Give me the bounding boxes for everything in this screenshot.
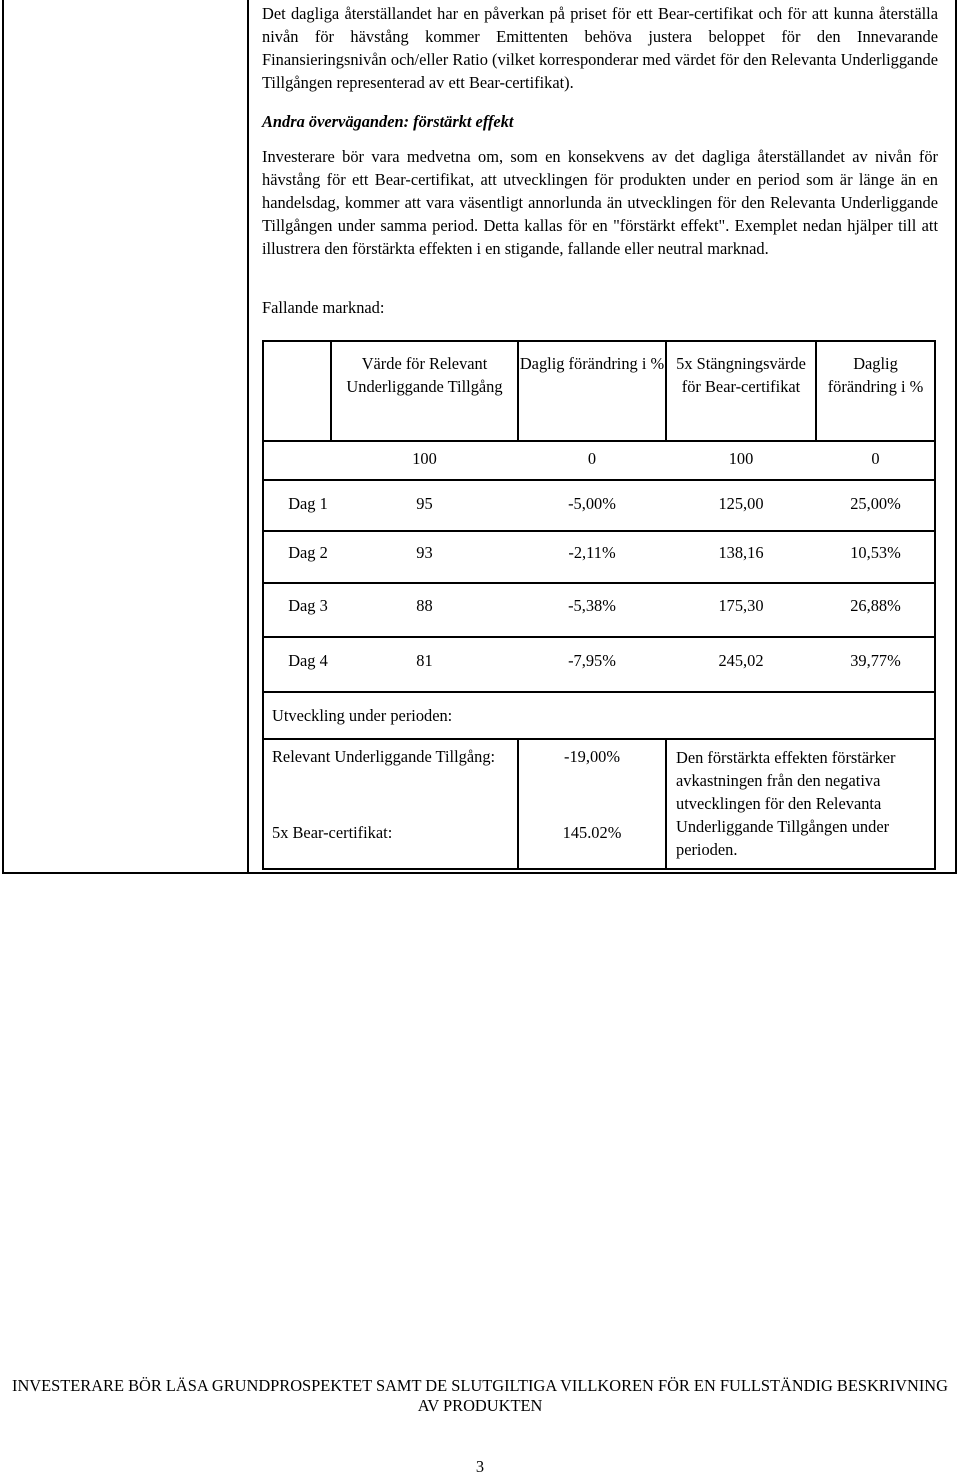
cell-bear-change: 25,00%	[850, 494, 901, 513]
cell-change: -2,11%	[568, 543, 616, 562]
summary-note: Den förstärkta effekten förstärker avkastningen från den negativa utvecklingen för den Relevanta Underliggande Tillgången under perioden.	[676, 748, 896, 859]
cell-closing: 138,16	[718, 543, 764, 562]
intro-paragraph: Det dagliga återställandet har en påverkan på priset för ett Bear-certifikat och för att kunna återställa nivån för hävstång kommer Emittenten behöva justera beloppet för den Innevarande Finansieringsnivån och/eller Ratio (vilket korresponderar med värdet för den Relevanta Underliggande Tillgången representerad av ett Bear-certifikat).	[262, 4, 938, 92]
cell-value: 100	[412, 449, 437, 468]
cell-bear-change: 39,77%	[850, 651, 901, 670]
section-heading: Andra överväganden: förstärkt effekt	[262, 112, 514, 131]
summary-underlying-label: Relevant Underliggande Tillgång:	[272, 747, 496, 766]
column-divider	[247, 0, 249, 874]
footer-disclaimer: INVESTERARE BÖR LÄSA GRUNDPROSPEKTET SAMT DE SLUTGILTIGA VILLKOREN FÖR EN FULLSTÄNDIG BESKRIVNING AV PRODUKTEN	[12, 1376, 948, 1415]
table-rule	[264, 691, 934, 693]
cell-bear-change: 26,88%	[850, 596, 901, 615]
table-rule	[264, 636, 934, 638]
example-table	[262, 340, 936, 870]
header-bear-closing: 5x Stängningsvärde för Bear-certifikat	[676, 354, 806, 396]
cell-day: Dag 2	[288, 543, 328, 562]
cell-change: -7,95%	[568, 651, 616, 670]
table-rule	[264, 738, 934, 740]
cell-value: 88	[416, 596, 433, 615]
cell-value: 81	[416, 651, 433, 670]
cell-bear-change: 0	[871, 449, 880, 468]
cell-day: Dag 3	[288, 596, 328, 615]
header-daily-change: Daglig förändring i %	[519, 354, 665, 373]
cell-day: Dag 1	[288, 494, 328, 513]
cell-change: -5,38%	[568, 596, 616, 615]
table-rule	[264, 440, 934, 442]
period-label: Utveckling under perioden:	[272, 706, 453, 725]
market-label: Fallande marknad:	[262, 298, 385, 317]
summary-underlying-value: -19,00%	[564, 747, 620, 766]
header-underlying-value: Värde för Relevant Underliggande Tillgång	[346, 354, 503, 396]
page-number: 3	[475, 1457, 485, 1476]
summary-bear-value: 145.02%	[562, 823, 622, 842]
header-bear-daily-change: Daglig förändring i %	[827, 354, 924, 396]
cell-day: Dag 4	[288, 651, 328, 670]
cell-closing: 175,30	[718, 596, 764, 615]
amplified-effect-paragraph: Investerare bör vara medvetna om, som en konsekvens av det dagliga återställandet av nivån för hävstång för ett Bear-certifikat, att utvecklingen för produkten under en period som är länge än en handelsdag, kommer att vara väsentligt annorlunda än utvecklingen för den Relevanta Underliggande Tillgången under samma period. Detta kallas för en "förstärkt effekt". Exemplet nedan hjälper till att illustrera den förstärkta effekten i en stigande, fallande eller neutral marknad.	[262, 147, 938, 258]
summary-bear-label: 5x Bear-certifikat:	[272, 823, 393, 842]
cell-change: -5,00%	[568, 494, 616, 513]
table-rule	[264, 479, 934, 481]
cell-value: 95	[416, 494, 433, 513]
table-rule	[264, 530, 934, 532]
cell-closing: 100	[728, 449, 754, 468]
cell-value: 93	[416, 543, 433, 562]
cell-change: 0	[587, 449, 597, 468]
cell-bear-change: 10,53%	[850, 543, 901, 562]
cell-closing: 125,00	[718, 494, 764, 513]
cell-closing: 245,02	[718, 651, 764, 670]
table-rule	[264, 582, 934, 584]
table-col-rule	[665, 738, 667, 870]
